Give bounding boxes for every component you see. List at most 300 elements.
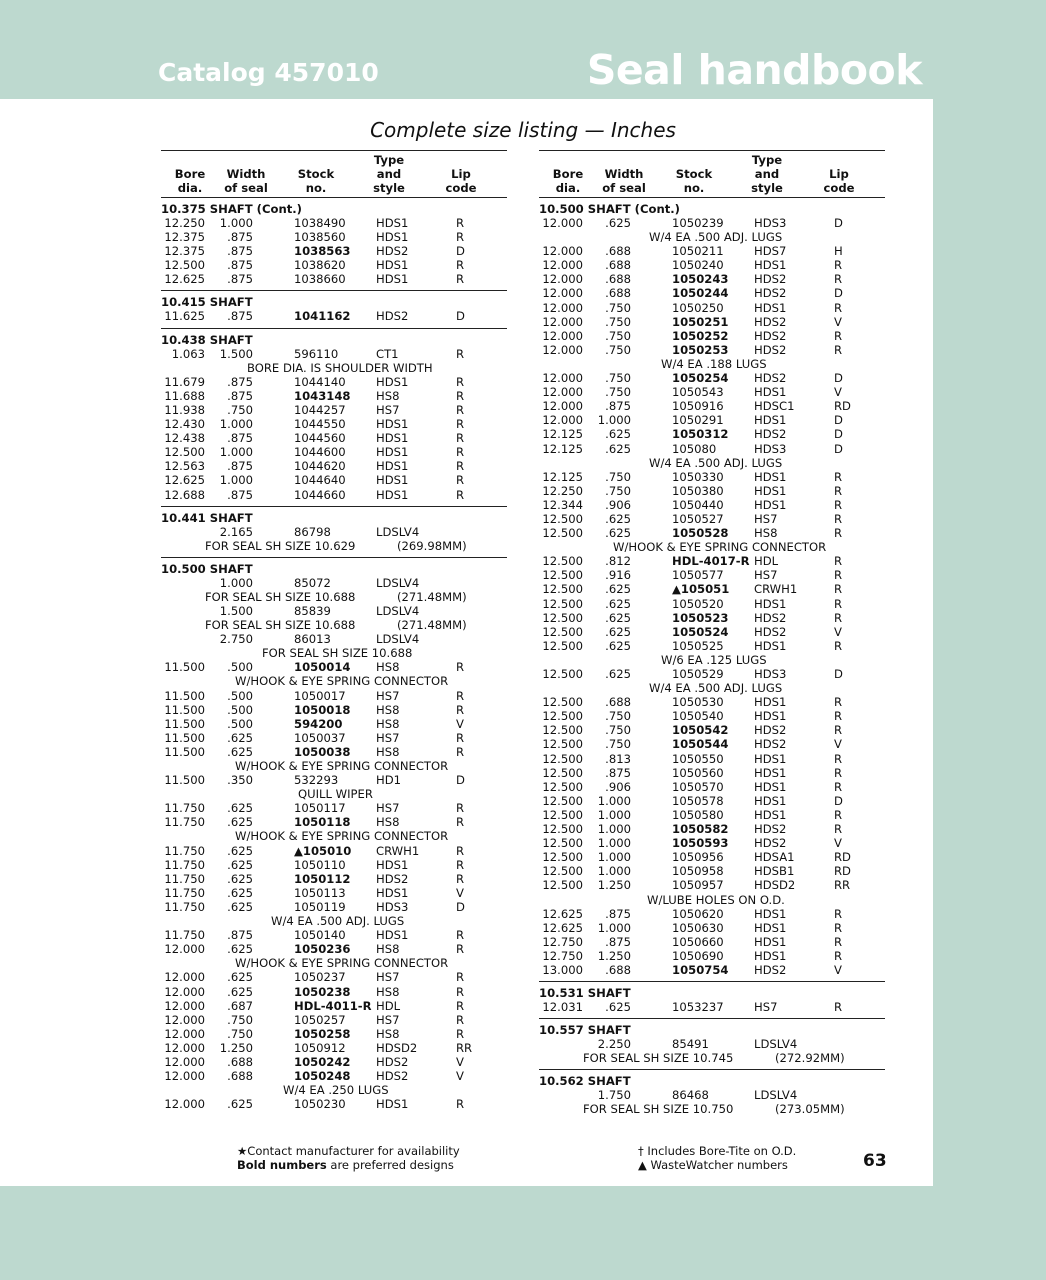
bore-cell: 12.125 <box>542 427 583 442</box>
shaft-title: 10.500 SHAFT <box>161 561 253 576</box>
width-cell: .750 <box>605 342 631 357</box>
lip-cell: R <box>456 928 465 943</box>
width-cell: .625 <box>605 638 631 653</box>
bore-cell: 12.500 <box>542 568 583 583</box>
type-cell: HDS2 <box>754 723 787 738</box>
row-note <box>539 1102 885 1116</box>
width-cell: .625 <box>227 815 253 830</box>
lip-cell: RR <box>834 878 851 893</box>
note-text: FOR SEAL SH SIZE 10.745 <box>583 1051 734 1066</box>
width-cell: .750 <box>227 1026 253 1041</box>
width-cell: .625 <box>227 942 253 957</box>
header-lip: Lip code <box>445 167 477 195</box>
header-type: Type and style <box>751 153 783 195</box>
table-row <box>161 258 507 272</box>
bore-cell: 12.500 <box>542 511 583 526</box>
lip-cell: RR <box>456 1040 473 1055</box>
lip-cell: R <box>834 948 843 963</box>
lip-cell: R <box>456 417 465 432</box>
bore-cell: 12.500 <box>542 695 583 710</box>
type-cell: HDS1 <box>754 258 787 273</box>
bore-cell: 12.500 <box>542 737 583 752</box>
stock-cell: 1050240 <box>672 258 724 273</box>
width-cell: .875 <box>227 309 253 324</box>
bore-cell: 12.000 <box>164 1069 205 1084</box>
width-cell: .625 <box>227 801 253 816</box>
table-row <box>161 459 507 473</box>
bore-cell: 12.500 <box>164 445 205 460</box>
type-cell: HDS1 <box>376 374 409 389</box>
width-cell: 1.750 <box>597 1088 631 1103</box>
type-cell: HDS2 <box>376 1054 409 1069</box>
lip-cell: R <box>456 374 465 389</box>
header-bore: Bore dia. <box>552 167 584 195</box>
width-cell: .625 <box>227 843 253 858</box>
stock-cell: 85491 <box>672 1037 709 1052</box>
width-cell: .875 <box>227 459 253 474</box>
type-cell: HDS2 <box>754 328 787 343</box>
width-cell: .500 <box>227 716 253 731</box>
width-cell: 1.500 <box>219 603 253 618</box>
type-cell: HDL <box>754 554 779 569</box>
width-cell: .875 <box>605 906 631 921</box>
type-cell: HDS1 <box>754 497 787 512</box>
row-note <box>539 893 885 907</box>
stock-cell: 1050530 <box>672 695 724 710</box>
width-cell: .875 <box>227 374 253 389</box>
note-metric: (273.05MM) <box>775 1102 845 1117</box>
table-row <box>539 385 885 399</box>
type-cell: HDL <box>376 998 401 1013</box>
table-row <box>539 329 885 343</box>
stock-cell: 1050258 <box>294 1026 351 1041</box>
stock-cell: 1050250 <box>672 300 724 315</box>
stock-cell: 1050544 <box>672 737 729 752</box>
type-cell: HDS1 <box>754 483 787 498</box>
type-cell: HS7 <box>376 1012 400 1027</box>
bore-cell: 11.750 <box>164 815 205 830</box>
table-row <box>161 309 507 323</box>
note-text: W/4 EA .188 LUGS <box>661 356 767 371</box>
table-row <box>161 872 507 886</box>
header-stock: Stock no. <box>675 167 713 195</box>
row-note <box>161 674 507 688</box>
lip-cell: V <box>456 716 464 731</box>
type-cell: HDS3 <box>754 216 787 230</box>
type-cell: HS8 <box>376 815 400 830</box>
width-cell: .750 <box>605 483 631 498</box>
row-note <box>161 956 507 970</box>
note-text: FOR SEAL SH SIZE 10.629 <box>205 538 356 553</box>
bore-cell: 12.000 <box>542 413 583 428</box>
stock-cell: ▲105051 <box>672 582 730 597</box>
stock-cell: 596110 <box>294 346 339 361</box>
type-cell: HS8 <box>376 660 400 675</box>
header-lip: Lip code <box>823 167 855 195</box>
stock-cell: 105080 <box>672 441 717 456</box>
stock-cell: 1050239 <box>672 216 724 230</box>
stock-cell: 1050312 <box>672 427 729 442</box>
bore-cell: 11.750 <box>164 871 205 886</box>
type-cell: HDS1 <box>376 857 409 872</box>
lip-cell: R <box>834 807 843 822</box>
table-row <box>161 858 507 872</box>
width-cell: .625 <box>227 885 253 900</box>
bore-cell: 12.000 <box>542 216 583 230</box>
lip-cell: D <box>834 793 843 808</box>
width-cell: .625 <box>227 899 253 914</box>
lip-cell: R <box>834 469 843 484</box>
type-cell: HDS2 <box>376 309 409 324</box>
row-note <box>539 1051 885 1065</box>
type-cell: HDS1 <box>376 459 409 474</box>
lip-cell: R <box>456 970 465 985</box>
type-cell: HS8 <box>376 716 400 731</box>
stock-cell: 1050118 <box>294 815 351 830</box>
width-cell: .625 <box>605 441 631 456</box>
table-row <box>539 709 885 723</box>
bore-cell: 12.000 <box>542 244 583 259</box>
stock-cell: 1038560 <box>294 230 346 245</box>
table-row <box>539 625 885 639</box>
bore-cell: 12.500 <box>542 526 583 541</box>
bore-cell: 11.750 <box>164 885 205 900</box>
table-row <box>161 347 507 361</box>
bore-cell: 12.500 <box>542 864 583 879</box>
lip-cell: R <box>456 230 465 245</box>
lip-cell: R <box>834 568 843 583</box>
table-row <box>161 773 507 787</box>
shaft-group <box>539 1070 885 1120</box>
lip-cell: R <box>456 815 465 830</box>
row-note <box>161 618 507 632</box>
note-text: W/HOOK & EYE SPRING CONNECTOR <box>613 540 827 555</box>
lip-cell: R <box>834 483 843 498</box>
type-cell: HS7 <box>754 568 778 583</box>
header-width: Width of seal <box>224 167 268 195</box>
bore-cell: 11.500 <box>164 716 205 731</box>
left-groups <box>161 198 507 1115</box>
width-cell: 1.000 <box>597 864 631 879</box>
bore-cell: 12.000 <box>164 984 205 999</box>
type-cell: HDS2 <box>754 836 787 851</box>
lip-cell: R <box>456 431 465 446</box>
type-cell: HDS2 <box>754 314 787 329</box>
footnote-bold: Bold numbers are preferred designs <box>237 1158 454 1172</box>
lip-cell: V <box>834 836 842 851</box>
row-note <box>539 681 885 695</box>
footnote-wastewatcher: ▲ WasteWatcher numbers <box>638 1158 788 1172</box>
lip-cell: H <box>834 244 843 259</box>
stock-cell: 85072 <box>294 575 331 590</box>
shaft-group <box>539 982 885 1019</box>
table-row <box>161 216 507 230</box>
bore-cell: 11.500 <box>164 773 205 788</box>
type-cell: HDS1 <box>754 695 787 710</box>
bore-cell: 12.750 <box>542 934 583 949</box>
bore-cell: 12.500 <box>542 850 583 865</box>
lip-cell: V <box>456 1069 464 1084</box>
bore-cell: 12.500 <box>542 751 583 766</box>
type-cell: HS7 <box>754 1000 778 1015</box>
type-cell: HDS1 <box>376 230 409 245</box>
width-cell: 1.000 <box>219 417 253 432</box>
width-cell: 2.750 <box>219 632 253 647</box>
bore-cell: 12.500 <box>542 807 583 822</box>
row-note <box>161 759 507 773</box>
note-text: W/HOOK & EYE SPRING CONNECTOR <box>235 759 449 773</box>
bore-cell: 12.500 <box>542 667 583 681</box>
stock-cell: 1050528 <box>672 526 729 541</box>
stock-cell: 1050330 <box>672 469 724 484</box>
width-cell: .906 <box>605 497 631 512</box>
table-row <box>161 389 507 403</box>
stock-cell: 1050957 <box>672 878 724 893</box>
width-cell: .875 <box>227 272 253 287</box>
table-row <box>161 900 507 914</box>
bore-cell: 12.000 <box>164 1012 205 1027</box>
table-row <box>539 850 885 864</box>
width-cell: .906 <box>605 779 631 794</box>
lip-cell: R <box>834 526 843 541</box>
table-row <box>161 844 507 858</box>
width-cell: .625 <box>605 596 631 611</box>
lip-cell: D <box>456 309 465 324</box>
header-width: Width of seal <box>602 167 646 195</box>
width-cell: .500 <box>227 688 253 703</box>
table-row <box>161 431 507 445</box>
width-cell: .688 <box>227 1054 253 1069</box>
width-cell: .625 <box>227 744 253 759</box>
type-cell: HDS2 <box>754 342 787 357</box>
table-row <box>161 970 507 984</box>
width-cell: .625 <box>605 511 631 526</box>
width-cell: .625 <box>227 871 253 886</box>
bore-cell: 12.500 <box>542 779 583 794</box>
type-cell: CRWH1 <box>376 843 420 858</box>
lip-cell: R <box>834 709 843 724</box>
row-note <box>539 653 885 667</box>
width-cell: 1.000 <box>597 850 631 865</box>
bore-cell: 12.250 <box>542 483 583 498</box>
table-row <box>161 1027 507 1041</box>
bore-cell: 12.250 <box>164 216 205 230</box>
footnote-availability: ★Contact manufacturer for availability <box>237 1144 460 1158</box>
type-cell: HDS2 <box>754 286 787 301</box>
type-cell: HS8 <box>754 526 778 541</box>
type-cell: HDSC1 <box>754 399 795 414</box>
type-cell: HS8 <box>376 702 400 717</box>
width-cell: .875 <box>605 399 631 414</box>
stock-cell: 86798 <box>294 524 331 539</box>
bore-cell: 12.000 <box>164 970 205 985</box>
width-cell: 1.000 <box>219 473 253 488</box>
footnote-boretite: † Includes Bore-Tite on O.D. <box>638 1144 797 1158</box>
width-cell: .625 <box>605 610 631 625</box>
lip-cell: R <box>834 328 843 343</box>
table-row <box>539 1037 885 1051</box>
stock-cell: 85839 <box>294 603 331 618</box>
width-cell: .625 <box>227 970 253 985</box>
stock-cell: 1050690 <box>672 948 724 963</box>
type-cell: HDS1 <box>376 431 409 446</box>
type-cell: HDS2 <box>754 371 787 386</box>
table-row <box>161 660 507 674</box>
shaft-group <box>161 507 507 558</box>
type-cell: HDS1 <box>376 487 409 502</box>
type-cell: HD1 <box>376 773 402 788</box>
lip-cell: D <box>834 371 843 386</box>
width-cell: .625 <box>227 984 253 999</box>
bore-cell: 12.625 <box>164 473 205 488</box>
row-note <box>539 230 885 244</box>
stock-cell: 1050527 <box>672 511 724 526</box>
width-cell: .625 <box>605 582 631 597</box>
lip-cell: V <box>834 624 842 639</box>
column-header <box>539 150 885 198</box>
table-row <box>539 582 885 596</box>
type-cell: HDS2 <box>754 737 787 752</box>
type-cell: HDS2 <box>754 624 787 639</box>
bore-cell: 11.688 <box>164 388 205 403</box>
stock-cell: 1050037 <box>294 730 346 745</box>
note-text: W/4 EA .500 ADJ. LUGS <box>271 914 405 929</box>
row-note <box>161 361 507 375</box>
lip-cell: R <box>834 596 843 611</box>
row-note <box>161 590 507 604</box>
table-row <box>539 427 885 441</box>
bore-cell: 1.063 <box>171 346 205 361</box>
stock-cell: 1038490 <box>294 216 346 230</box>
shaft-group <box>161 329 507 507</box>
table-row <box>161 942 507 956</box>
stock-cell: 1043148 <box>294 388 351 403</box>
type-cell: HDS1 <box>754 906 787 921</box>
width-cell: .688 <box>227 1069 253 1084</box>
width-cell: .687 <box>227 998 253 1013</box>
bore-cell: 12.500 <box>542 723 583 738</box>
lip-cell: R <box>834 300 843 315</box>
table-row <box>539 470 885 484</box>
bore-cell: 11.500 <box>164 688 205 703</box>
bore-cell: 12.125 <box>542 469 583 484</box>
table-row <box>539 766 885 780</box>
width-cell: .750 <box>605 300 631 315</box>
lip-cell: R <box>456 660 465 675</box>
width-cell: 1.000 <box>597 793 631 808</box>
stock-cell: 1050211 <box>672 244 724 259</box>
type-cell: HDS1 <box>376 272 409 287</box>
stock-cell: 1050523 <box>672 610 729 625</box>
stock-cell: 1050242 <box>294 1054 351 1069</box>
bore-cell: 12.500 <box>542 765 583 780</box>
lip-cell: R <box>456 487 465 502</box>
stock-cell: 1050038 <box>294 744 351 759</box>
width-cell: 1.250 <box>597 948 631 963</box>
bore-cell: 11.679 <box>164 374 205 389</box>
stock-cell: 1050248 <box>294 1069 351 1084</box>
stock-cell: 1038563 <box>294 244 351 259</box>
right-groups <box>539 198 885 1121</box>
table-row <box>539 413 885 427</box>
width-cell: .875 <box>227 258 253 273</box>
type-cell: HS7 <box>376 801 400 816</box>
stock-cell: 1050440 <box>672 497 724 512</box>
type-cell: CT1 <box>376 346 399 361</box>
table-row <box>539 921 885 935</box>
table-row <box>161 525 507 539</box>
type-cell: HDS2 <box>376 244 409 259</box>
type-cell: HS8 <box>376 942 400 957</box>
note-text: FOR SEAL SH SIZE 10.688 <box>205 589 356 604</box>
table-row <box>161 576 507 590</box>
bore-cell: 12.500 <box>542 793 583 808</box>
type-cell: HDS1 <box>754 596 787 611</box>
table-row <box>161 999 507 1013</box>
bore-cell: 12.563 <box>164 459 205 474</box>
table-row <box>161 632 507 646</box>
bore-cell: 12.500 <box>542 822 583 837</box>
bore-cell: 12.000 <box>542 371 583 386</box>
note-text: FOR SEAL SH SIZE 10.688 <box>262 646 413 661</box>
table-row <box>539 935 885 949</box>
header-stock: Stock no. <box>297 167 335 195</box>
table-row <box>539 526 885 540</box>
lip-cell: R <box>456 346 465 361</box>
stock-cell: 1050014 <box>294 660 351 675</box>
table-row <box>161 985 507 999</box>
bore-cell: 11.500 <box>164 744 205 759</box>
table-row <box>539 794 885 808</box>
type-cell: LDSLV4 <box>376 632 420 647</box>
table-row <box>161 230 507 244</box>
width-cell: .625 <box>227 1097 253 1112</box>
lip-cell: V <box>834 314 842 329</box>
width-cell: .688 <box>605 286 631 301</box>
bore-cell: 11.500 <box>164 702 205 717</box>
table-row <box>539 864 885 878</box>
type-cell: HS8 <box>376 388 400 403</box>
type-cell: HDS1 <box>754 779 787 794</box>
type-cell: HDS1 <box>376 417 409 432</box>
bore-cell: 12.000 <box>542 328 583 343</box>
stock-cell: 1050018 <box>294 702 351 717</box>
stock-cell: 1044560 <box>294 431 346 446</box>
stock-cell: 1044620 <box>294 459 346 474</box>
type-cell: LDSLV4 <box>376 603 420 618</box>
lip-cell: R <box>834 610 843 625</box>
type-cell: HDS1 <box>754 793 787 808</box>
header-type: Type and style <box>373 153 405 195</box>
note-metric: (272.92MM) <box>775 1051 845 1066</box>
table-row <box>539 878 885 892</box>
stock-cell: 1050525 <box>672 638 724 653</box>
stock-cell: 532293 <box>294 773 339 788</box>
width-cell: .350 <box>227 773 253 788</box>
width-cell: .875 <box>227 431 253 446</box>
table-row <box>539 1000 885 1014</box>
width-cell: .813 <box>605 751 631 766</box>
lip-cell: R <box>456 801 465 816</box>
stock-cell: 1050140 <box>294 928 346 943</box>
lip-cell: D <box>834 667 843 681</box>
bore-cell: 12.000 <box>164 1097 205 1112</box>
shaft-group <box>161 198 507 291</box>
stock-cell: 1050577 <box>672 568 724 583</box>
bore-cell: 11.625 <box>164 309 205 324</box>
lip-cell: R <box>834 272 843 287</box>
width-cell: 1.000 <box>219 445 253 460</box>
